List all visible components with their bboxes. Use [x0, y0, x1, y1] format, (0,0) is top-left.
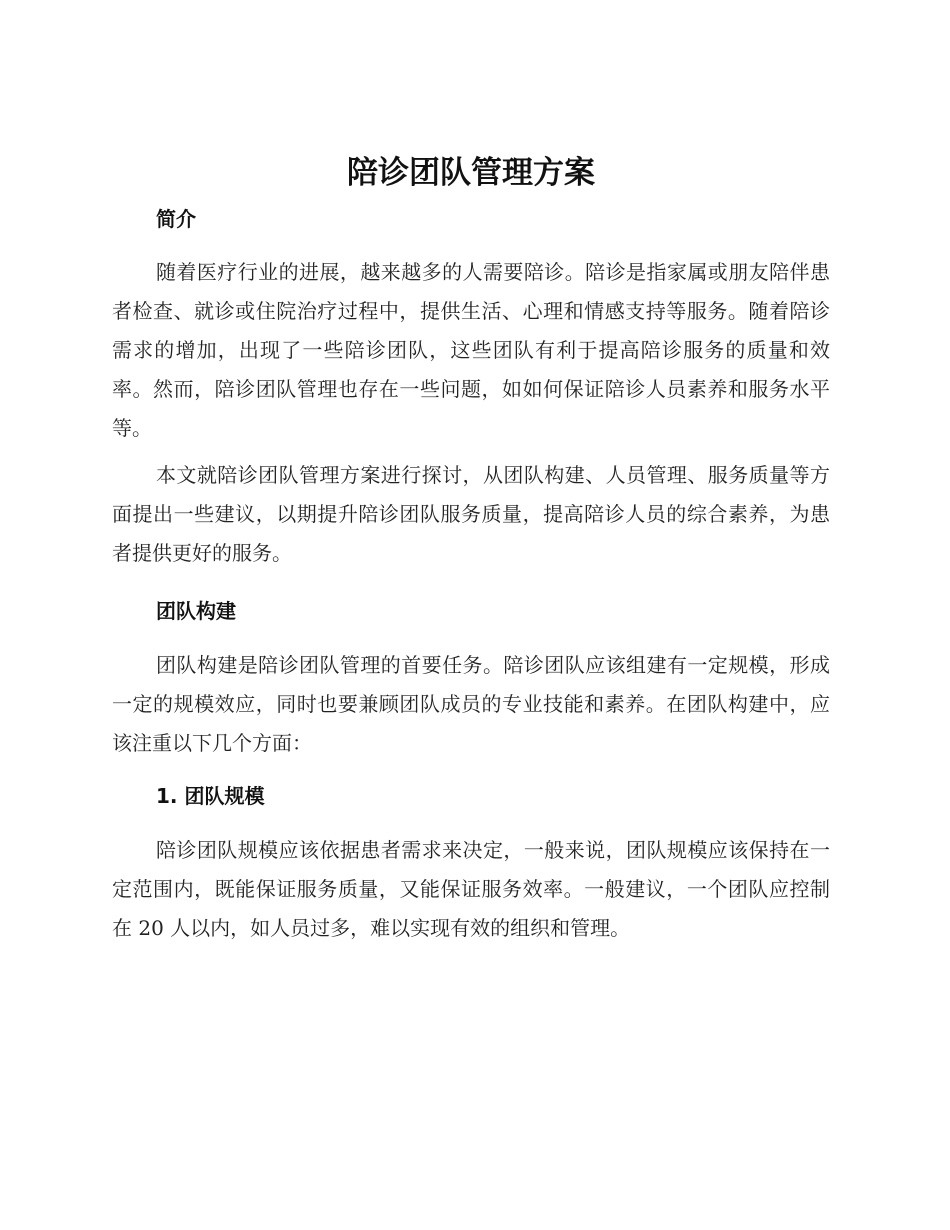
section-heading-intro: 简介 — [156, 207, 196, 231]
section-heading-team-building: 团队构建 — [156, 599, 236, 623]
intro-paragraph-1: 随着医疗行业的进展，越来越多的人需要陪诊。陪诊是指家属或朋友陪伴患者检查、就诊或住院治疗过程中，提供生活、心理和情感支持等服务。随着陪诊需求的增加，出现了一些陪诊团队，这些团队有利于提高陪诊服务的质量和效率。然而，陪诊团队管理也存在一些问题，如如何保证陪诊人员素养和服务水平等。 — [112, 260, 830, 440]
team-building-paragraph: 团队构建是陪诊团队管理的首要任务。陪诊团队应该组建有一定规模，形成一定的规模效应，同时也要兼顾团队成员的专业技能和素养。在团队构建中，应该注重以下几个方面： — [112, 653, 830, 755]
intro-paragraph-2: 本文就陪诊团队管理方案进行探讨，从团队构建、人员管理、服务质量等方面提出一些建议，以期提升陪诊团队服务质量，提高陪诊人员的综合素养，为患者提供更好的服务。 — [112, 463, 830, 565]
team-scale-paragraph: 陪诊团队规模应该依据患者需求来决定，一般来说，团队规模应该保持在一定范围内，既能保证服务质量，又能保证服务效率。一般建议，一个团队应控制在 20 人以内，如人员过多，难以实现有效的组织和管理。 — [112, 838, 830, 940]
document-content — [112, 150, 830, 948]
section-heading-team-scale: 1. 团队规模 — [156, 784, 265, 808]
document-title: 陪诊团队管理方案 — [347, 155, 595, 191]
